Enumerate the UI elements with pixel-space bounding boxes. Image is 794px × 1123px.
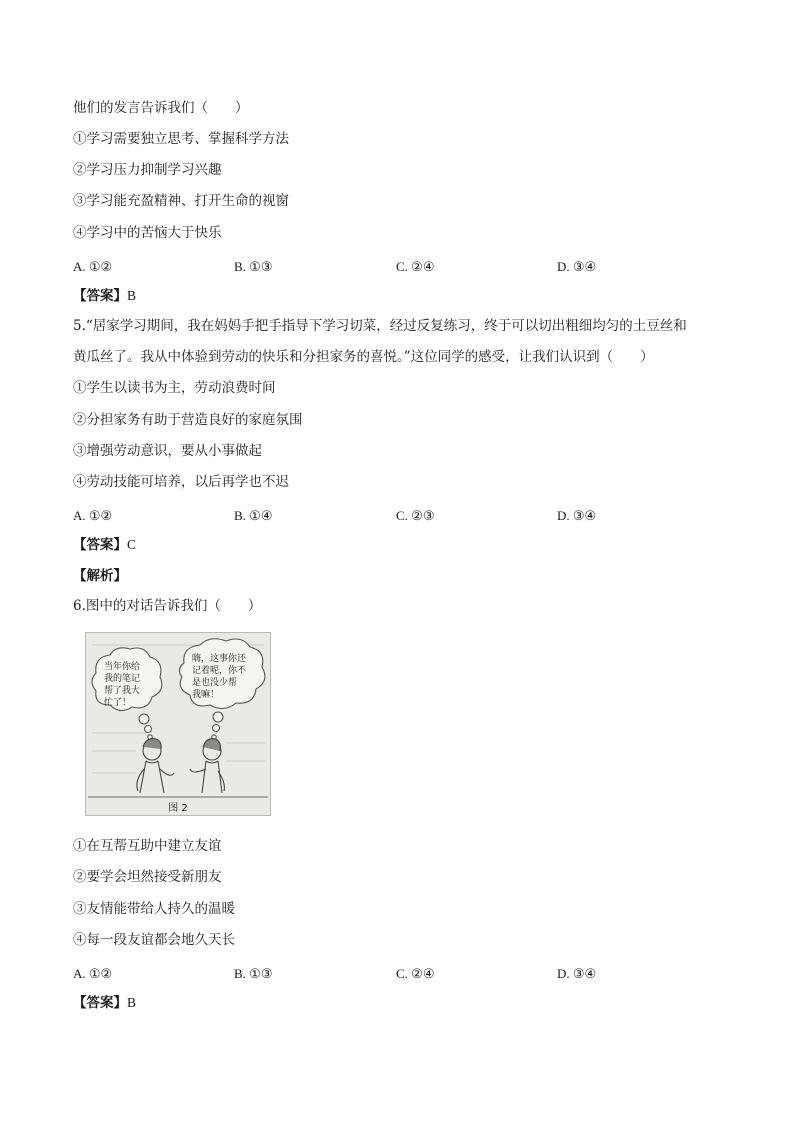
q5-item-1: ①学生以读书为主，劳动浪费时间 — [73, 380, 276, 396]
bubble-left-line-3: 帮了我大 — [104, 686, 141, 696]
q6-option-d: D. ③④ — [557, 966, 597, 981]
q5-item-4: ④劳动技能可培养，以后再学也不迟 — [73, 474, 289, 490]
bubble-right-line-1: 嗨，这事你还 — [192, 654, 247, 664]
figure-caption: 图 2 — [168, 803, 188, 814]
q4-item-4: ④学习中的苦恼大于快乐 — [73, 225, 222, 241]
q4-stem: 他们的发言告诉我们（ ） — [73, 100, 249, 116]
person-right — [190, 739, 224, 793]
bubble-left-line-4: 忙了！ — [104, 698, 132, 708]
q6-option-b: B. ①③ — [234, 966, 273, 981]
answer-label: 【答案】 — [73, 288, 127, 304]
bubble-left-line-2: 我的笔记 — [104, 674, 141, 684]
q6-option-a: A. ①② — [73, 966, 113, 981]
answer-value: C — [127, 537, 137, 552]
answer-value: B — [127, 288, 137, 303]
cartoon-illustration — [86, 633, 270, 815]
q6-item-1: ①在互帮互助中建立友谊 — [73, 838, 222, 854]
q4-answer — [73, 287, 136, 305]
answer-value: B — [127, 995, 137, 1010]
q5-answer — [73, 536, 136, 554]
q4-option-a: A. ①② — [73, 259, 113, 274]
q6-option-c: C. ②④ — [396, 966, 435, 981]
bubble-left-line-1: 当年你给 — [104, 662, 141, 672]
q5-option-c: C. ②③ — [396, 508, 435, 523]
q6-item-2: ②要学会坦然接受新朋友 — [73, 869, 222, 885]
bubble-right-line-3: 是也没少帮 — [192, 678, 238, 688]
q5-option-a: A. ①② — [73, 508, 113, 523]
q5-stem-line2: 黄瓜丝了。我从中体验到劳动的快乐和分担家务的喜悦。”这位同学的感受，让我们认识到（ ） — [73, 349, 654, 365]
q6-item-4: ④每一段友谊都会地久天长 — [73, 932, 235, 948]
q5-stem-line1: 5.“居家学习期间，我在妈妈手把手指导下学习切菜，经过反复练习，终于可以切出粗细均匀的土豆丝和 — [73, 318, 687, 334]
q5-option-b: B. ①④ — [234, 508, 273, 523]
q4-item-3: ③学习能充盈精神、打开生命的视窗 — [73, 193, 289, 209]
q5-option-d: D. ③④ — [557, 508, 597, 523]
q4-option-d: D. ③④ — [557, 259, 597, 274]
q5-item-3: ③增强劳动意识，要从小事做起 — [73, 443, 262, 459]
q4-item-1: ①学习需要独立思考、掌握科学方法 — [73, 131, 289, 147]
q4-item-2: ②学习压力抑制学习兴趣 — [73, 162, 222, 178]
answer-label: 【答案】 — [73, 537, 127, 553]
dialogue-figure — [85, 632, 271, 816]
answer-label: 【答案】 — [73, 995, 127, 1011]
q6-answer — [73, 994, 136, 1012]
q5-item-2: ②分担家务有助于营造良好的家庭氛围 — [73, 412, 303, 428]
bubble-right-line-4: 我嘛！ — [192, 690, 220, 700]
person-left — [137, 739, 174, 793]
q5-analysis-label: 【解析】 — [73, 568, 127, 584]
q4-option-b: B. ①③ — [234, 259, 273, 274]
q6-item-3: ③友情能带给人持久的温暖 — [73, 901, 235, 917]
q6-stem: 6.图中的对话告诉我们（ ） — [73, 598, 262, 614]
q4-option-c: C. ②④ — [396, 259, 435, 274]
bubble-right-line-2: 记着呢，你不 — [192, 666, 247, 676]
